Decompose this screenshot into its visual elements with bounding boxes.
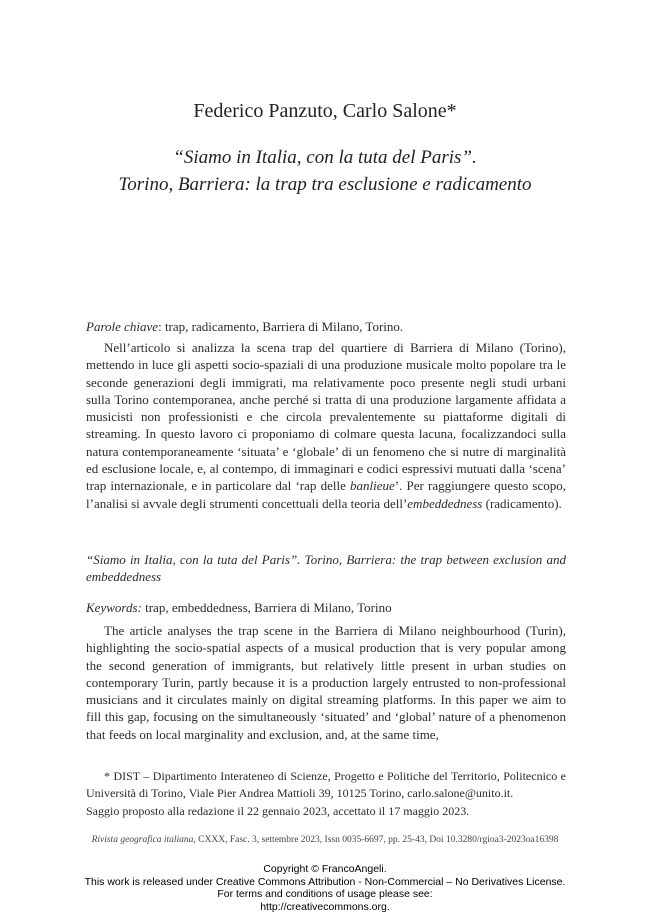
article-title bbox=[0, 144, 650, 198]
license-terms: For terms and conditions of usage please see: bbox=[217, 888, 433, 901]
italian-abstract-main: Nell’articolo si analizza la scena trap del quartiere di Barriera di Milano (Torino), mettendo in luce gli aspetti socio-spaziali di una produzione musicale molto popolare tra le seconde generazioni degli immigrati, ma relativamente poco presente negli studi urbani sulla Torino contemporanea, anche perché si tratta di una produzione largamente affidata a musicisti non professionisti e che circola prevalentemente su piattaforme digitali di streaming. In questo lavoro ci proponiamo di colmare questa lacuna, focalizzandoci sulla natura contemporaneamente ‘situata’ e ‘globale’ di un fenomeno che si nutre di marginalità ed esclusione locale, e, al contempo, di immaginari e codici espressivi mutuati dalla ‘scena’ trap internazionale, e in particolare dal ‘rap delle bbox=[86, 340, 566, 494]
english-title: “Siamo in Italia, con la tuta del Paris”. Torino, Barriera: the trap between exclusion and embeddedness bbox=[86, 552, 566, 585]
italian-abstract-end: (radicamento). bbox=[482, 495, 562, 511]
citation-details: , CXXX, Fasc. 3, settembre 2023, Issn 0035-6697, pp. 25-43, Doi 10.3280/rgioa3-2023oa16398 bbox=[193, 835, 559, 845]
submission-dates: Saggio proposto alla redazione il 22 gennaio 2023, accettato il 17 maggio 2023. bbox=[86, 804, 470, 818]
italian-keywords-label: Parole chiave bbox=[86, 319, 159, 334]
journal-name: Rivista geografica italiana bbox=[91, 835, 194, 845]
title-line-2: Torino, Barriera: la trap tra esclusione e radicamento bbox=[118, 174, 532, 195]
italian-abstract-embeddedness: embeddedness bbox=[407, 495, 483, 511]
license-statement: This work is released under Creative Commons Attribution - Non-Commercial – No Derivatives License. bbox=[84, 875, 566, 888]
license-copyright: Copyright © FrancoAngeli. bbox=[263, 863, 387, 875]
english-keywords-text: trap, embeddedness, Barriera di Milano, Torino bbox=[141, 600, 392, 615]
italian-abstract-mid: ’. Per raggiungere questo scopo, l’analisi si avvale degli strumenti concettuali della teoria dell’ bbox=[86, 478, 566, 511]
english-keywords-label: Keywords: bbox=[86, 600, 142, 615]
license-url[interactable]: http://creativecommons.org. bbox=[260, 901, 390, 914]
italian-keywords bbox=[86, 318, 566, 335]
license-notice bbox=[0, 863, 650, 914]
italian-keywords-text: : trap, radicamento, Barriera di Milano, Torino. bbox=[158, 319, 404, 334]
title-line-1: “Siamo in Italia, con la tuta del Paris”. bbox=[173, 147, 477, 168]
journal-citation bbox=[0, 835, 650, 845]
italian-abstract-banlieue: banlieue bbox=[350, 478, 395, 494]
english-keywords bbox=[86, 599, 566, 616]
english-abstract: The article analyses the trap scene in the Barriera di Milano neighbourhood (Turin), highlighting the socio-spatial aspects of a musical production that is very popular among the second generation of immigrants, but relatively little present in urban studies on contemporary Turin, partly because it is a production largely entrusted to non-professional musicians and it circulates mainly on digital streaming platforms. In this paper we aim to fill this gap, focusing on the simultaneously ‘situated’ and ‘global’ nature of a phenomenon that feeds on local marginality and exclusion, and, at the same time, bbox=[86, 623, 566, 742]
authors: Federico Panzuto, Carlo Salone* bbox=[193, 100, 457, 122]
italian-abstract bbox=[86, 339, 566, 512]
footnote-affiliation: * DIST – Dipartimento Interateneo di Scienze, Progetto e Politiche del Territorio, Politecnico e Università di Torino, Viale Pier Andrea Mattioli 39, 10125 Torino, carlo.salone@unito.it. bbox=[86, 769, 566, 800]
